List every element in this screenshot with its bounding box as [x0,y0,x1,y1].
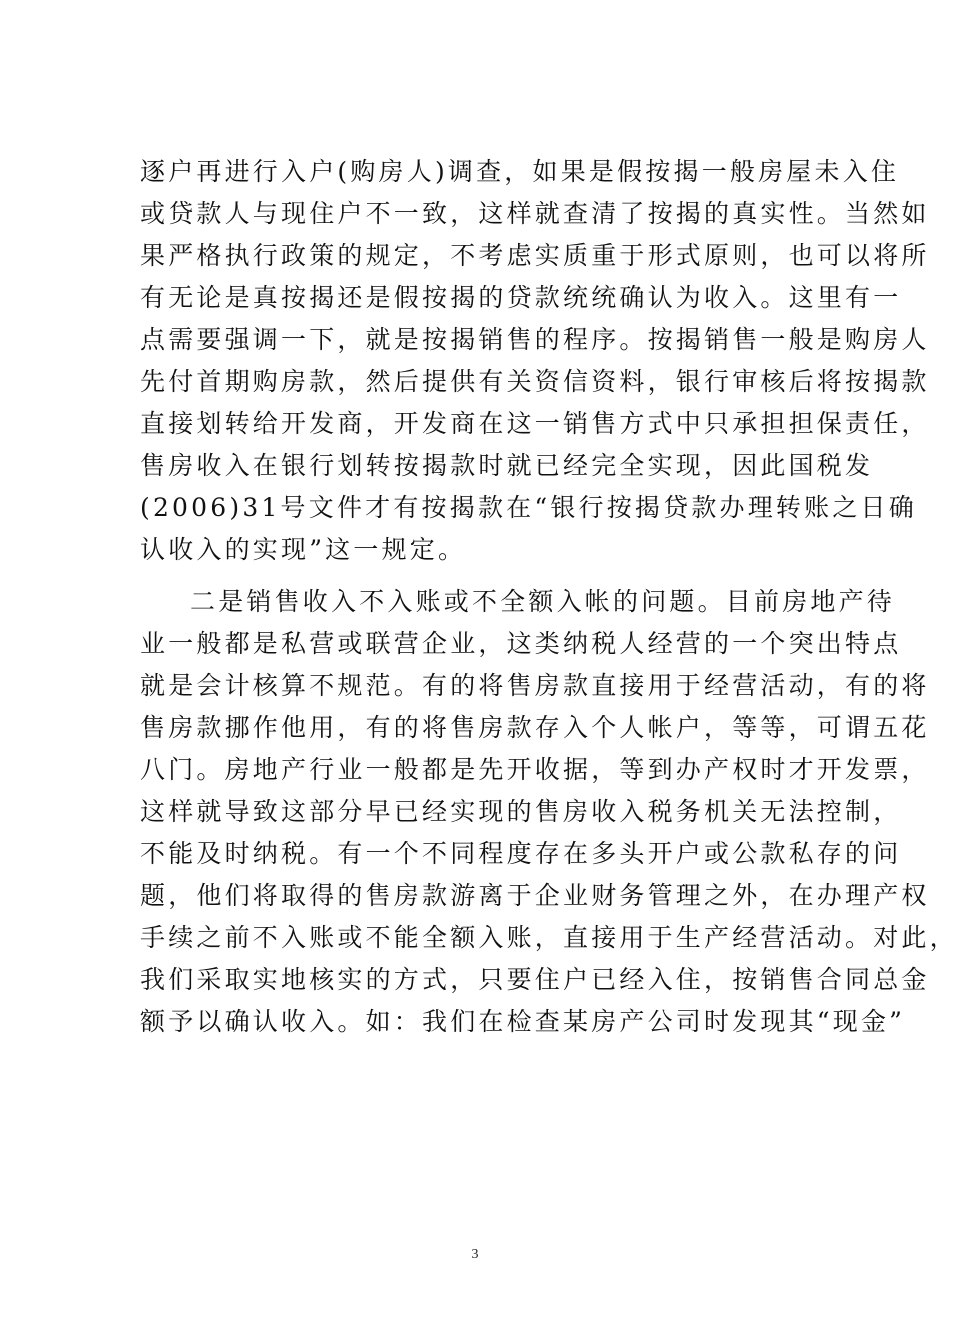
text-line: 这样就导致这部分早已经实现的售房收入税务机关无法控制， [140,797,902,826]
text-line: 八门。房地产行业一般都是先开收据，等到办产权时才开发票， [140,755,930,784]
text-line: 认收入的实现”这一规定。 [140,535,467,564]
text-line: 售房收入在银行划转按揭款时就已经完全实现，因此国税发 [140,451,874,480]
text-line: 额予以确认收入。如：我们在检查某房产公司时发现其“现金” [140,1007,906,1036]
text-line: 直接划转给开发商，开发商在这一销售方式中只承担担保责任， [140,409,930,438]
text-line: 二是销售收入不入账或不全额入帐的问题。目前房地产待 [190,587,896,616]
text-line: 点需要强调一下，就是按揭销售的程序。按揭销售一般是购房人 [140,325,930,354]
text-line: 题，他们将取得的售房款游离于企业财务管理之外，在办理产权 [140,881,930,910]
text-line: 先付首期购房款，然后提供有关资信资料，银行审核后将按揭款 [140,367,930,396]
text-line: 逐户再进行入户(购房人)调查，如果是假按揭一般房屋未入住 [140,157,900,186]
text-line: 手续之前不入账或不能全额入账，直接用于生产经营活动。对此， [140,923,958,952]
text-line: 不能及时纳税。有一个不同程度存在多头开户或公款私存的问 [140,839,902,868]
body-text [140,151,958,1043]
page-number: 3 [471,1247,479,1262]
paragraph-2 [140,581,958,1043]
text-line: 售房款挪作他用，有的将售房款存入个人帐户，等等，可谓五花 [140,713,930,742]
paragraph-spacer [140,571,840,581]
text-line: 业一般都是私营或联营企业，这类纳税人经营的一个突出特点 [140,629,902,658]
paragraph-1 [140,151,930,571]
text-line: 就是会计核算不规范。有的将售房款直接用于经营活动，有的将 [140,671,930,700]
text-line: 有无论是真按揭还是假按揭的贷款统统确认为收入。这里有一 [140,283,902,312]
text-line: 果严格执行政策的规定，不考虑实质重于形式原则，也可以将所 [140,241,930,270]
text-line: 我们采取实地核实的方式，只要住户已经入住，按销售合同总金 [140,965,930,994]
text-line: 或贷款人与现住户不一致，这样就查清了按揭的真实性。当然如 [140,199,930,228]
text-line: (2006)31号文件才有按揭款在“银行按揭贷款办理转账之日确 [140,493,917,522]
